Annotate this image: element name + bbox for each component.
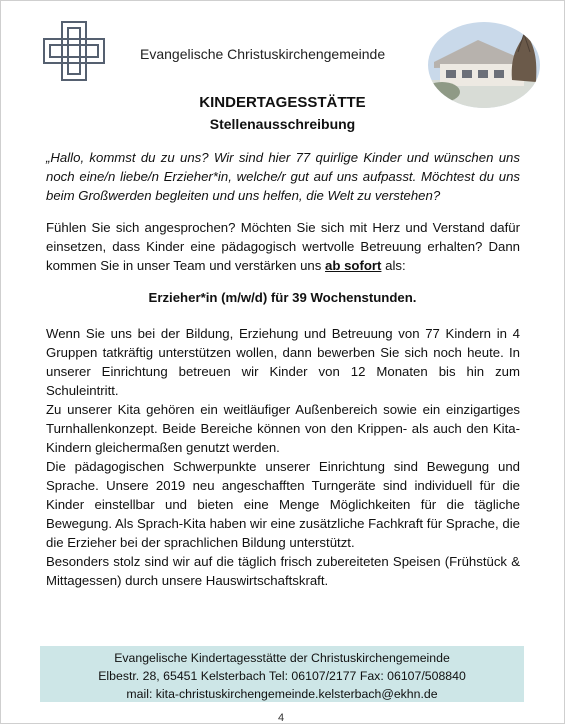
footer-address: Elbestr. 28, 65451 Kelsterbach Tel: 06107/2177 Fax: 06107/508840: [98, 669, 466, 683]
paragraph-apply: [46, 218, 520, 275]
body-paragraph: Zu unserer Kita gehören ein weitläufiger Außenbereich sowie ein einzigartiges Turnhallenkonzept. Beide Bereiche können von den Krippen- als auch den Kita-Kindern gleichermaßen genutzt werden.: [46, 402, 520, 455]
body-paragraph: Besonders stolz sind wir auf die täglich frisch zubereiteten Speisen (Frühstück & Mittagessen) durch unsere Hauswirtschaftskraft.: [46, 554, 520, 588]
page-subtitle: Stellenausschreibung: [209, 116, 356, 132]
intro-quote: „Hallo, kommst du zu uns? Wir sind hier 77 quirlige Kinder und wünschen uns noch eine/n liebe/n Erzieher*in, welche/r gut auf uns aufpasst. Möchtest du uns beim Großwerden begleiten und uns helfen, die Welt zu verstehen?: [46, 150, 520, 203]
footer-email: mail: kita-christuskirchengemeinde.kelsterbach@ekhn.de: [126, 687, 438, 701]
page-number: 4: [278, 712, 285, 724]
job-title: Erzieher*in (m/w/d) für 39 Wochenstunden.: [148, 290, 417, 305]
body-paragraph: Die pädagogischen Schwerpunkte unserer Einrichtung sind Bewegung und Sprache. Unsere 2019 neu angeschafften Turngeräte sind individuell für die Kinder einstellbar und bieten eine Menge Möglichkeiten für die tägliche Bewegung. Als Sprach-Kita haben wir eine zusätzliche Fachkraft für Sprache, die die Erzieher bei der sprachlichen Bildung unterstützt.: [46, 459, 520, 550]
paragraph-apply-tail: als:: [381, 258, 406, 273]
body-paragraph: Wenn Sie uns bei der Bildung, Erziehung und Betreuung von 77 Kindern in 4 Gruppen tatkräftig unterstützen wollen, dann bewerben Sie sich noch heute. In unserer Einrichtung betreuen wir Kinder von 12 Monaten bis hin zum Schuleintritt.: [46, 326, 520, 398]
cross-logo-icon: [42, 20, 106, 82]
paragraph-apply-text: Fühlen Sie sich angesprochen? Möchten Sie sich mit Herz und Verstand dafür einsetzen, dass Kinder eine pädagogisch wertvolle Betreuung erhalten? Dann kommen Sie in unser Team und verstärken uns: [46, 220, 520, 273]
org-name: Evangelische Christuskirchengemeinde: [140, 46, 386, 62]
page-title: KINDERTAGESSTÄTTE: [199, 94, 366, 111]
body-text: [46, 324, 520, 590]
start-date-emphasis: ab sofort: [325, 258, 382, 273]
contact-footer: [40, 646, 524, 702]
footer-org: Evangelische Kindertagesstätte der Christuskirchengemeinde: [114, 651, 450, 665]
